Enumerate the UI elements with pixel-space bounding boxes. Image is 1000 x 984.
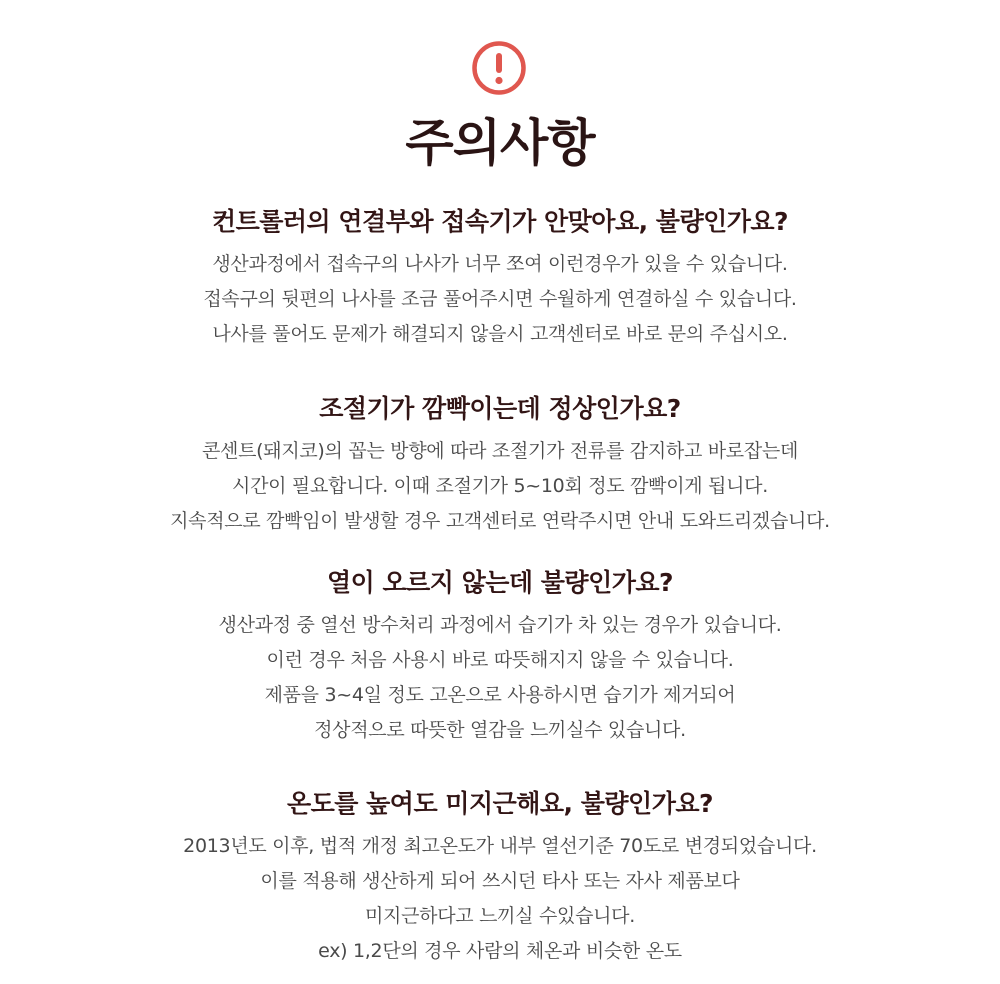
faq-answer-line: 시간이 필요합니다. 이때 조절기가 5~10회 정도 깜빡이게 됩니다.	[232, 475, 768, 497]
faq-item-controller-blinking	[0, 392, 1000, 539]
faq-answer-line: 미지근하다고 느끼실 수있습니다.	[365, 905, 635, 927]
faq-question: 열이 오르지 않는데 불량인가요?	[326, 568, 674, 597]
faq-item-lukewarm	[0, 787, 1000, 969]
faq-answer	[0, 247, 1000, 352]
faq-answer-line: 정상적으로 따뜻한 열감을 느끼실수 있습니다.	[314, 719, 686, 741]
faq-answer	[0, 434, 1000, 539]
faq-question: 컨트롤러의 연결부와 접속기가 안맞아요, 불량인가요?	[211, 207, 789, 236]
faq-answer-line: 생산과정 중 열선 방수처리 과정에서 습기가 차 있는 경우가 있습니다.	[218, 614, 782, 636]
faq-question: 조절기가 깜빡이는데 정상인가요?	[319, 394, 681, 423]
faq-item-no-heat	[0, 566, 1000, 748]
faq-answer	[0, 608, 1000, 748]
faq-answer-line: 이런 경우 처음 사용시 바로 따뜻해지지 않을 수 있습니다.	[266, 649, 734, 671]
faq-answer-line: 나사를 풀어도 문제가 해결되지 않을시 고객센터로 바로 문의 주십시오.	[212, 323, 788, 345]
faq-answer-line: 콘센트(돼지코)의 꼽는 방향에 따라 조절기가 전류를 감지하고 바로잡는데	[201, 440, 799, 462]
faq-answer-line: 이를 적용해 생산하게 되어 쓰시던 타사 또는 자사 제품보다	[260, 870, 740, 892]
faq-answer	[0, 829, 1000, 969]
exclamation-circle-icon	[471, 40, 527, 96]
faq-question: 온도를 높여도 미지근해요, 불량인가요?	[286, 789, 713, 818]
faq-answer-line: 지속적으로 깜빡임이 발생할 경우 고객센터로 연락주시면 안내 도와드리겠습니다.	[170, 510, 830, 532]
faq-answer-line: 생산과정에서 접속구의 나사가 너무 쪼여 이런경우가 있을 수 있습니다.	[212, 253, 788, 275]
faq-answer-line: ex) 1,2단의 경우 사람의 체온과 비슷한 온도	[318, 940, 682, 962]
faq-item-connector-mismatch	[0, 205, 1000, 352]
page-title: 주의사항	[405, 114, 595, 172]
faq-answer-line: 제품을 3~4일 정도 고온으로 사용하시면 습기가 제거되어	[264, 684, 736, 706]
faq-answer-line: 접속구의 뒷편의 나사를 조금 풀어주시면 수월하게 연결하실 수 있습니다.	[203, 288, 797, 310]
faq-answer-line: 2013년도 이후, 법적 개정 최고온도가 내부 열선기준 70도로 변경되었습니다.	[183, 835, 817, 857]
